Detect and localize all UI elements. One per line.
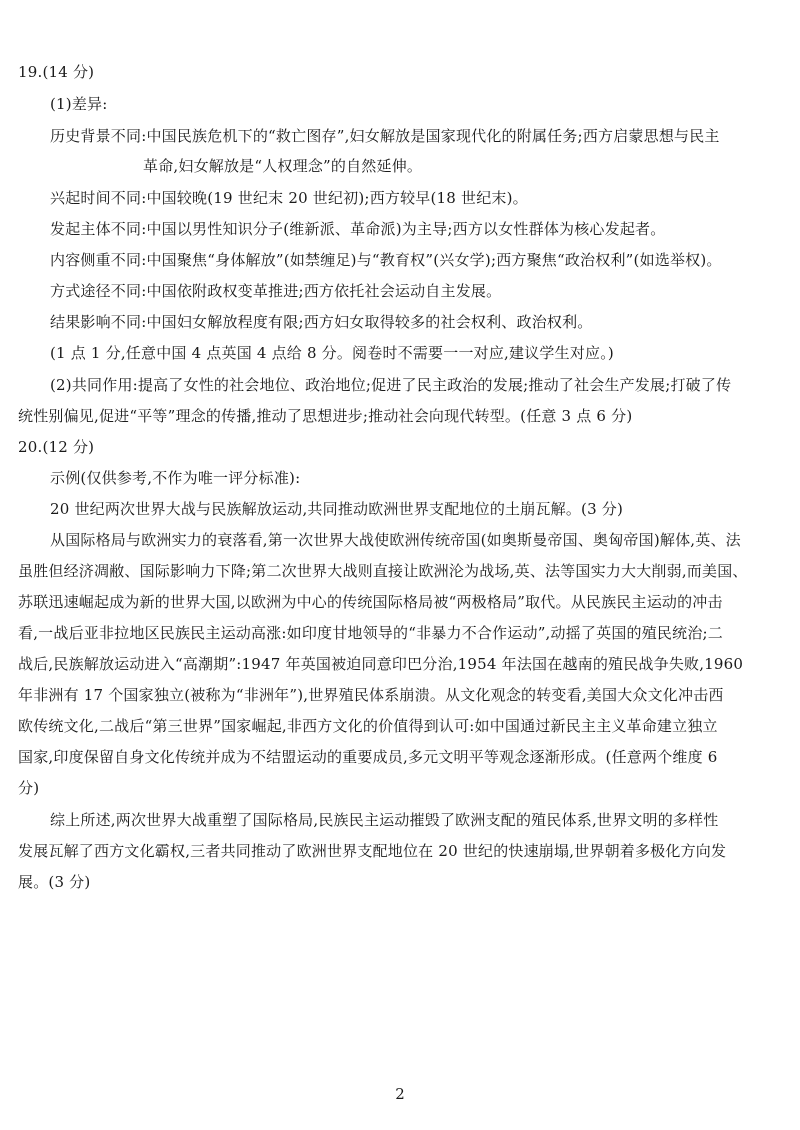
- q19-diff-method: 方式途径不同:中国依附政权变革推进;西方依托社会运动自主发展。: [50, 282, 502, 300]
- q19-diff-history-line1: 历史背景不同:中国民族危机下的“救亡图存”,妇女解放是国家现代化的附属任务;西方启蒙思想与民主: [50, 127, 720, 145]
- q20-body-line7: 欧传统文化,二战后“第三世界”国家崛起,非西方文化的价值得到认可:如中国通过新民主主义革命建立独立: [18, 717, 718, 735]
- q20-conclusion-line1: 综上所述,两次世界大战重塑了国际格局,民族民主运动摧毁了欧洲支配的殖民体系,世界文明的多样性: [50, 811, 719, 829]
- q20-conclusion-line3: 展。(3 分): [18, 873, 91, 891]
- q19-diff-subject: 发起主体不同:中国以男性知识分子(维新派、革命派)为主导;西方以女性群体为核心发起者。: [50, 220, 666, 238]
- q20-body-line9: 分): [18, 779, 40, 797]
- q19-diff-history-line2: 革命,妇女解放是“人权理念”的自然延伸。: [143, 157, 423, 175]
- q19-heading: 19.(14 分): [18, 63, 95, 81]
- q19-diff-content: 内容侧重不同:中国聚焦“身体解放”(如禁缠足)与“教育权”(兴女学);西方聚焦“政治权利”(如选举权)。: [50, 251, 722, 269]
- q20-body-line1: 从国际格局与欧洲实力的衰落看,第一次世界大战使欧洲传统帝国(如奥斯曼帝国、奥匈帝国)解体,英、法: [50, 531, 741, 549]
- q20-body-line4: 看,一战后亚非拉地区民族民主运动高涨:如印度甘地领导的“非暴力不合作运动”,动摇了英国的殖民统治;二: [18, 624, 723, 642]
- q20-conclusion-line2: 发展瓦解了西方文化霸权,三者共同推动了欧洲世界支配地位在 20 世纪的快速崩塌,世界朝着多极化方向发: [18, 842, 727, 860]
- q19-part2-line1: (2)共同作用:提高了女性的社会地位、政治地位;促进了民主政治的发展;推动了社会生产发展;打破了传: [50, 376, 732, 394]
- q19-part1-title: (1)差异:: [50, 95, 108, 113]
- q20-body-line5: 战后,民族解放运动进入“高潮期”:1947 年英国被迫同意印巴分治,1954 年法国在越南的殖民战争失败,1960: [18, 655, 744, 673]
- q20-example-note: 示例(仅供参考,不作为唯一评分标准):: [50, 469, 301, 487]
- page-number: 2: [395, 1085, 405, 1103]
- q20-body-line2: 虽胜但经济凋敝、国际影响力下降;第二次世界大战则直接让欧洲沦为战场,英、法等国实力大大削弱,而美国、: [18, 562, 748, 580]
- q20-body-line3: 苏联迅速崛起成为新的世界大国,以欧洲为中心的传统国际格局被“两极格局”取代。从民族民主运动的冲击: [18, 593, 723, 611]
- q20-body-line6: 年非洲有 17 个国家独立(被称为“非洲年”),世界殖民体系崩溃。从文化观念的转变看,美国大众文化冲击西: [18, 686, 724, 704]
- q19-part2-line2: 统性别偏见,促进“平等”理念的传播,推动了思想进步;推动社会向现代转型。(任意 3 点 6 分): [18, 407, 633, 425]
- q20-body-line8: 国家,印度保留自身文化传统并成为不结盟运动的重要成员,多元文明平等观念逐渐形成。(任意两个维度 6: [18, 748, 718, 766]
- q20-thesis: 20 世纪两次世界大战与民族解放运动,共同推动欧洲世界支配地位的土崩瓦解。(3 分): [50, 500, 624, 518]
- q19-diff-time: 兴起时间不同:中国较晚(19 世纪末 20 世纪初);西方较早(18 世纪末)。: [50, 189, 528, 207]
- q20-heading: 20.(12 分): [18, 438, 95, 456]
- q19-scoring-note: (1 点 1 分,任意中国 4 点英国 4 点给 8 分。阅卷时不需要一一对应,建议学生对应。): [50, 344, 614, 362]
- q19-diff-result: 结果影响不同:中国妇女解放程度有限;西方妇女取得较多的社会权利、政治权利。: [50, 313, 593, 331]
